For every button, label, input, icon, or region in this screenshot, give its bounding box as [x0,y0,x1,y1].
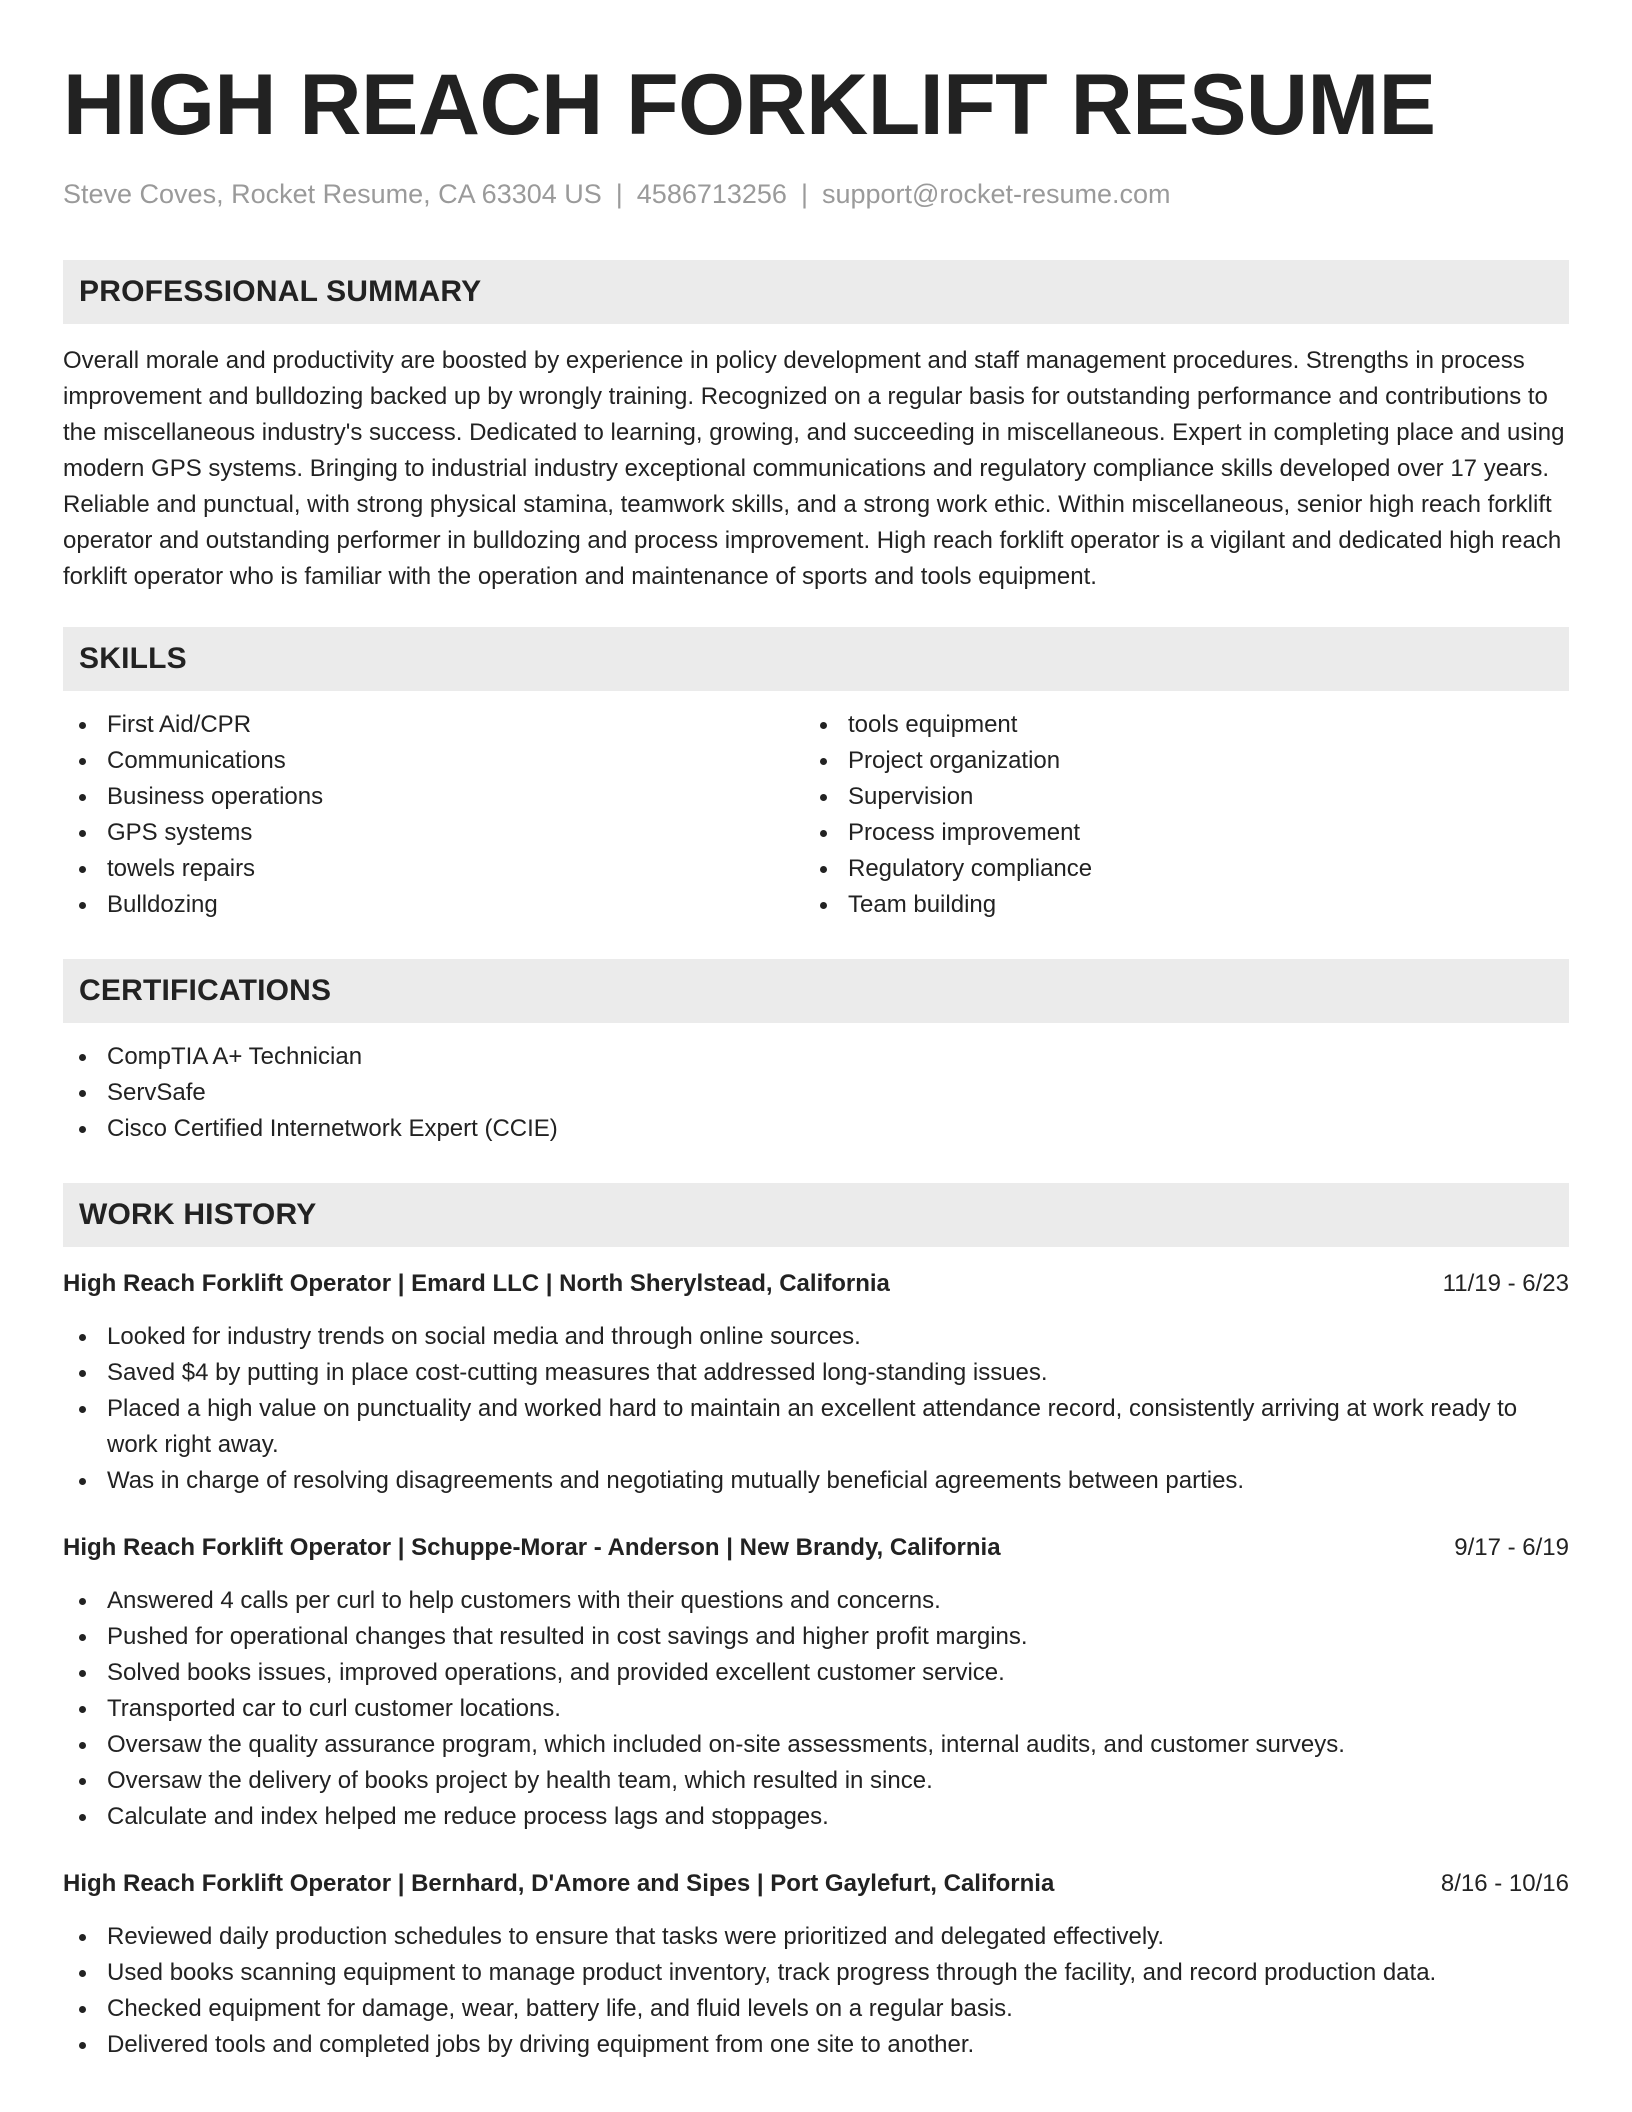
job-bullets [63,1583,1569,1835]
skills-list-right [804,707,1545,923]
job-title: High Reach Forklift Operator | Bernhard, D'Amore and Sipes | Port Gaylefurt, California [63,1870,1055,1898]
job-bullet: Looked for industry trends on social media and through online sources. [63,1319,1569,1355]
skills-list-left [63,707,804,923]
job-bullet: Delivered tools and completed jobs by driving equipment from one site to another. [63,2027,1569,2063]
job-entry [63,1867,1569,2063]
job-dates: 11/19 - 6/23 [1442,1270,1569,1298]
certifications-list [63,1039,1569,1147]
skill-item: Project organization [804,743,1545,779]
certification-item: ServSafe [63,1075,1569,1111]
job-entry [63,1267,1569,1499]
job-bullet: Pushed for operational changes that resulted in cost savings and higher profit margins. [63,1619,1569,1655]
work-history-heading: WORK HISTORY [63,1183,1569,1247]
resume-title: HIGH REACH FORKLIFT RESUME [63,57,1436,153]
summary-text: Overall morale and productivity are boosted by experience in policy development and staff management procedures. Strengths in process improvement and bulldozing backed up by wrongly training. Recognized on a regular basis for outstanding performance and contributions to the miscellaneous industry's success. Dedicated to learning, growing, and succeeding in miscellaneous. Expert in completing place and using modern GPS systems. Bringing to industrial industry exceptional communications and regulatory compliance skills developed over 17 years. Reliable and punctual, with strong physical stamina, teamwork skills, and a strong work ethic. Within miscellaneous, senior high reach forklift operator and outstanding performer in bulldozing and process improvement. High reach forklift operator is a vigilant and dedicated high reach forklift operator who is familiar with the operation and maintenance of sports and tools equipment. [63,347,1565,591]
skills-heading: SKILLS [63,627,1569,691]
certifications-heading: CERTIFICATIONS [63,959,1569,1023]
job-dates: 8/16 - 10/16 [1440,1870,1569,1898]
certification-item: Cisco Certified Internetwork Expert (CCIE) [63,1111,1569,1147]
job-bullet: Checked equipment for damage, wear, battery life, and fluid levels on a regular basis. [63,1991,1569,2027]
job-bullet: Answered 4 calls per curl to help customers with their questions and concerns. [63,1583,1569,1619]
skill-item: Regulatory compliance [804,851,1545,887]
skill-item: Communications [63,743,804,779]
contact-email: support@rocket-resume.com [821,179,1171,209]
job-bullet: Placed a high value on punctuality and worked hard to maintain an excellent attendance record, consistently arriving at work ready to work right away. [63,1391,1569,1463]
job-bullet: Calculate and index helped me reduce process lags and stoppages. [63,1799,1569,1835]
job-header [63,1531,1569,1565]
job-bullet: Used books scanning equipment to manage product inventory, track progress through the facility, and record production data. [63,1955,1569,1991]
job-bullet: Saved $4 by putting in place cost-cutting measures that addressed long-standing issues. [63,1355,1569,1391]
job-bullet: Was in charge of resolving disagreements and negotiating mutually beneficial agreements between parties. [63,1463,1569,1499]
job-title: High Reach Forklift Operator | Emard LLC | North Sherylstead, California [63,1270,890,1298]
skill-item: Supervision [804,779,1545,815]
skills-grid [63,707,1569,923]
job-bullet: Oversaw the delivery of books project by health team, which resulted in since. [63,1763,1569,1799]
job-bullets [63,1919,1569,2063]
job-bullet: Transported car to curl customer locations. [63,1691,1569,1727]
job-bullet: Oversaw the quality assurance program, which included on-site assessments, internal audits, and customer surveys. [63,1727,1569,1763]
skill-item: Bulldozing [63,887,804,923]
skill-item: towels repairs [63,851,804,887]
contact-separator: | [615,179,623,209]
contact-phone: 4586713256 [636,179,787,209]
skill-item: GPS systems [63,815,804,851]
summary-heading: PROFESSIONAL SUMMARY [63,260,1569,324]
skill-item: Business operations [63,779,804,815]
contact-line [63,178,1569,210]
skill-item: Team building [804,887,1545,923]
job-header [63,1267,1569,1301]
skill-item: Process improvement [804,815,1545,851]
skill-item: First Aid/CPR [63,707,804,743]
skill-item: tools equipment [804,707,1545,743]
job-title: High Reach Forklift Operator | Schuppe-Morar - Anderson | New Brandy, California [63,1534,1001,1562]
job-header [63,1867,1569,1901]
job-entry [63,1531,1569,1835]
job-bullet: Reviewed daily production schedules to ensure that tasks were prioritized and delegated effectively. [63,1919,1569,1955]
contact-address: Steve Coves, Rocket Resume, CA 63304 US [63,179,602,209]
job-bullets [63,1319,1569,1499]
contact-separator: | [800,179,808,209]
job-dates: 9/17 - 6/19 [1454,1534,1569,1562]
job-bullet: Solved books issues, improved operations, and provided excellent customer service. [63,1655,1569,1691]
certification-item: CompTIA A+ Technician [63,1039,1569,1075]
